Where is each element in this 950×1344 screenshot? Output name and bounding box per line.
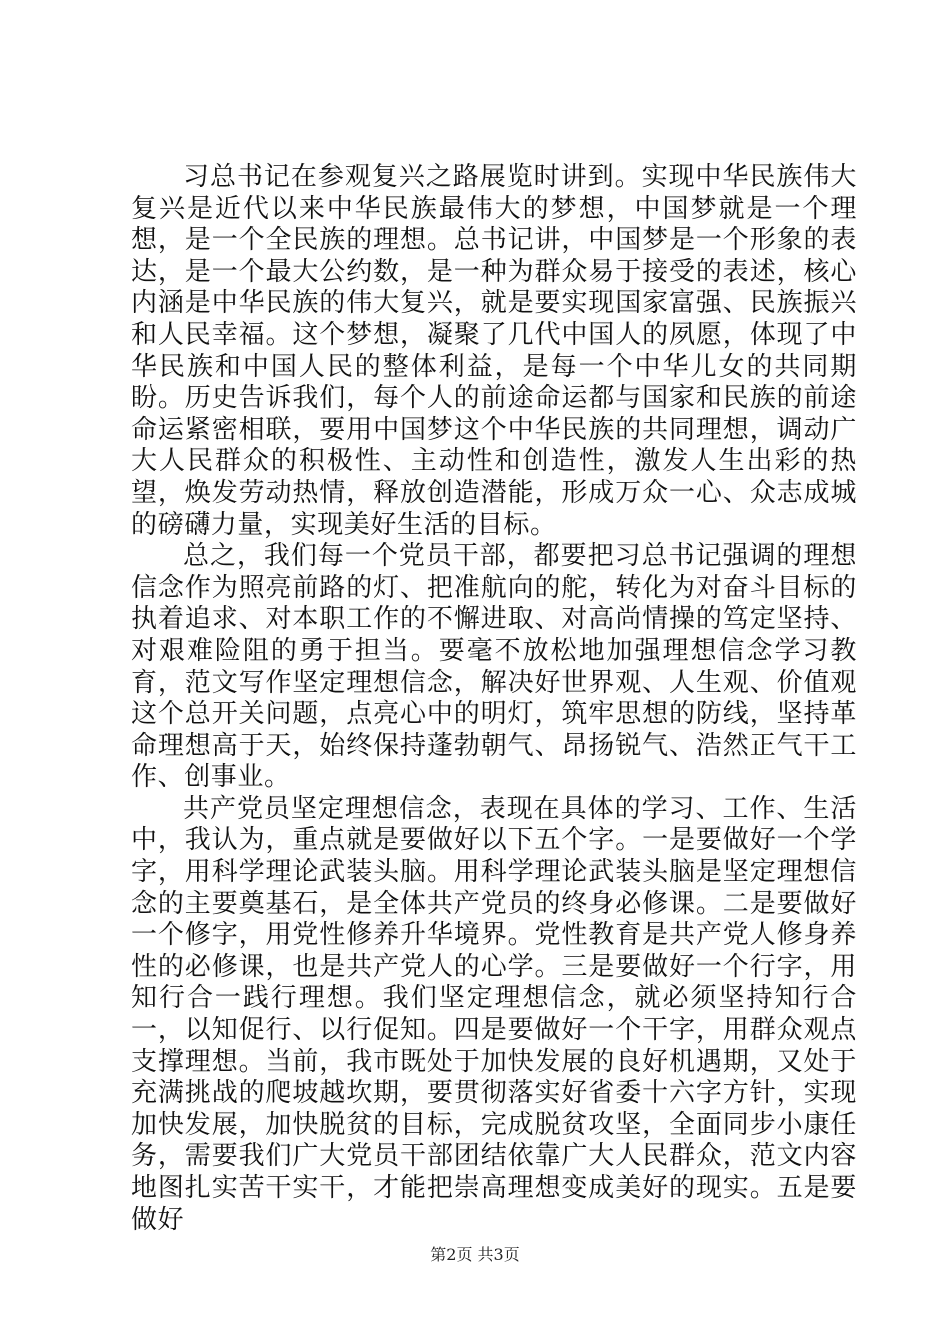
paragraph-1: 习总书记在参观复兴之路展览时讲到。实现中华民族伟大复兴是近代以来中华民族最伟大的梦想，中国梦就是一个理想，是一个全民族的理想。总书记讲，中国梦是一个形象的表达，是一个最大公约数，是一种为群众易于接受的表述，核心内涵是中华民族的伟大复兴，就是要实现国家富强、民族振兴和人民幸福。这个梦想，凝聚了几代中国人的夙愿，体现了中华民族和中国人民的整体利益，是每一个中华儿女的共同期盼。历史告诉我们，每个人的前途命运都与国家和民族的前途命运紧密相联，要用中国梦这个中华民族的共同理想，调动广大人民群众的积极性、主动性和创造性，激发人生出彩的热望，焕发劳动热情，释放创造潜能，形成万众一心、众志成城的磅礴力量，实现美好生活的目标。 xyxy=(131,162,857,540)
page-number-footer: 第2页 共3页 xyxy=(430,1245,520,1264)
paragraph-2: 总之，我们每一个党员干部，都要把习总书记强调的理想信念作为照亮前路的灯、把准航向的舵，转化为对奋斗目标的执着追求、对本职工作的不懈进取、对高尚情操的笃定坚持、对艰难险阻的勇于担当。要毫不放松地加强理想信念学习教育，范文写作坚定理想信念，解决好世界观、人生观、价值观这个总开关问题，点亮心中的明灯，筑牢思想的防线，坚持革命理想高于天，始终保持蓬勃朝气、昂扬锐气、浩然正气干工作、创事业。 xyxy=(131,541,857,793)
document-body xyxy=(131,162,857,1236)
paragraph-3: 共产党员坚定理想信念，表现在具体的学习、工作、生活中，我认为，重点就是要做好以下五个字。一是要做好一个学字，用科学理论武装头脑。用科学理论武装头脑是坚定理想信念的主要奠基石，是全体共产党员的终身必修课。二是要做好一个修字，用党性修养升华境界。党性教育是共产党人修身养性的必修课，也是共产党人的心学。三是要做好一个行字，用知行合一践行理想。我们坚定理想信念，就必须坚持知行合一，以知促行、以行促知。四是要做好一个干字，用群众观点支撑理想。当前，我市既处于加快发展的良好机遇期，又处于充满挑战的爬坡越坎期，要贯彻落实好省委十六字方针，实现加快发展，加快脱贫的目标，完成脱贫攻坚，全面同步小康任务，需要我们广大党员干部团结依靠广大人民群众，范文内容地图扎实苦干实干，才能把崇高理想变成美好的现实。五是要做好 xyxy=(131,793,857,1235)
